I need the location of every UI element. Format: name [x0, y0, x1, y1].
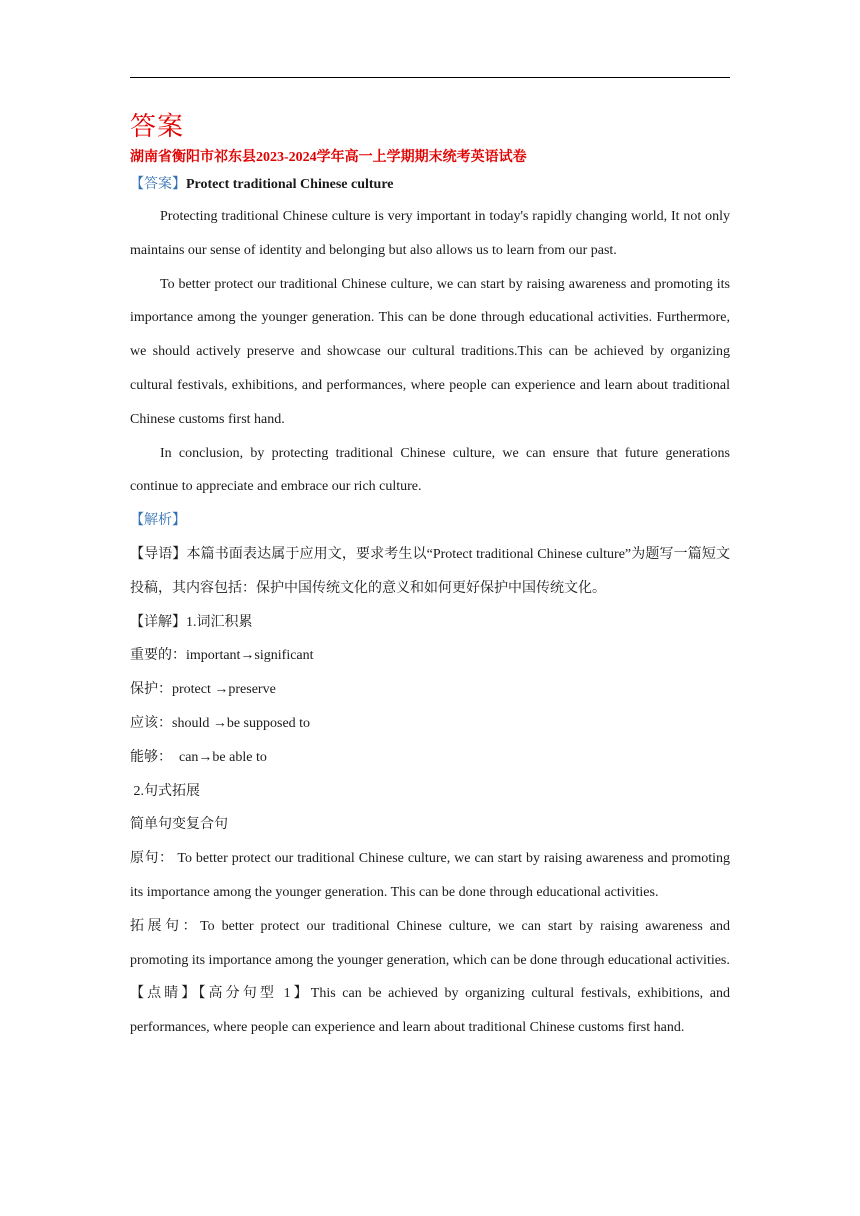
vocab-item: 能够： can→be able to	[130, 749, 267, 765]
answer-tag: 【答案】	[130, 177, 186, 192]
answer-line	[130, 170, 730, 200]
header-rule	[130, 77, 730, 78]
guide-text: 【导语】本篇书面表达属于应用文，要求考生以“Protect traditional Chinese culture”为题写一篇短文投稿，其内容包括：保护中国传统文化的意义和如何更好保护中国传统文化。	[130, 546, 730, 596]
vocab-item: 重要的：important→significant	[130, 648, 314, 664]
page-title: 答案	[130, 112, 185, 141]
expanded-sentence: 拓展句：To better protect our traditional Chinese culture, we can start by raising awareness and promoting its importance among the younger generation, which can be done through educational activities.	[130, 918, 730, 968]
essay-title: Protect traditional Chinese culture	[186, 177, 394, 192]
original-sentence: 原句： To better protect our traditional Chinese culture, we can start by raising awareness and promoting its importance among the younger generation. This can be done through educational activities.	[130, 851, 730, 900]
detail-heading: 【详解】1.词汇积累	[130, 614, 253, 630]
vocab-item: 保护：protect →preserve	[130, 682, 276, 698]
analysis-tag: 【解析】	[130, 513, 186, 529]
essay-paragraph: To better protect our traditional Chinese culture, we can start by raising awareness and promoting its importance among the younger generation. This can be done through educational activities. Furthermore, we should actively preserve and showcase our cultural traditions.This can be achieved by organizing cultural festivals, exhibitions, and performances, where people can experience and learn about traditional Chinese customs first hand.	[130, 276, 730, 427]
document-body	[130, 108, 730, 1045]
pattern-subheading: 简单句变复合句	[130, 817, 228, 833]
exam-title: 湖南省衡阳市祁东县2023-2024学年高一上学期期末统考英语试卷	[130, 150, 527, 165]
highlight-sentence: 【点睛】【高分句型 1】This can be achieved by organizing cultural festivals, exhibitions, and performances, where people can experience and learn about traditional Chinese customs first hand.	[130, 986, 730, 1036]
essay-paragraph: In conclusion, by protecting traditional Chinese culture, we can ensure that future generations continue to appreciate and embrace our rich culture.	[130, 445, 730, 495]
essay-paragraph: Protecting traditional Chinese culture is very important in today's rapidly changing world, It not only maintains our sense of identity and belonging but also allows us to learn from our past.	[130, 209, 730, 258]
vocab-item: 应该：should →be supposed to	[130, 715, 311, 731]
pattern-heading: 2.句式拓展	[130, 783, 200, 799]
